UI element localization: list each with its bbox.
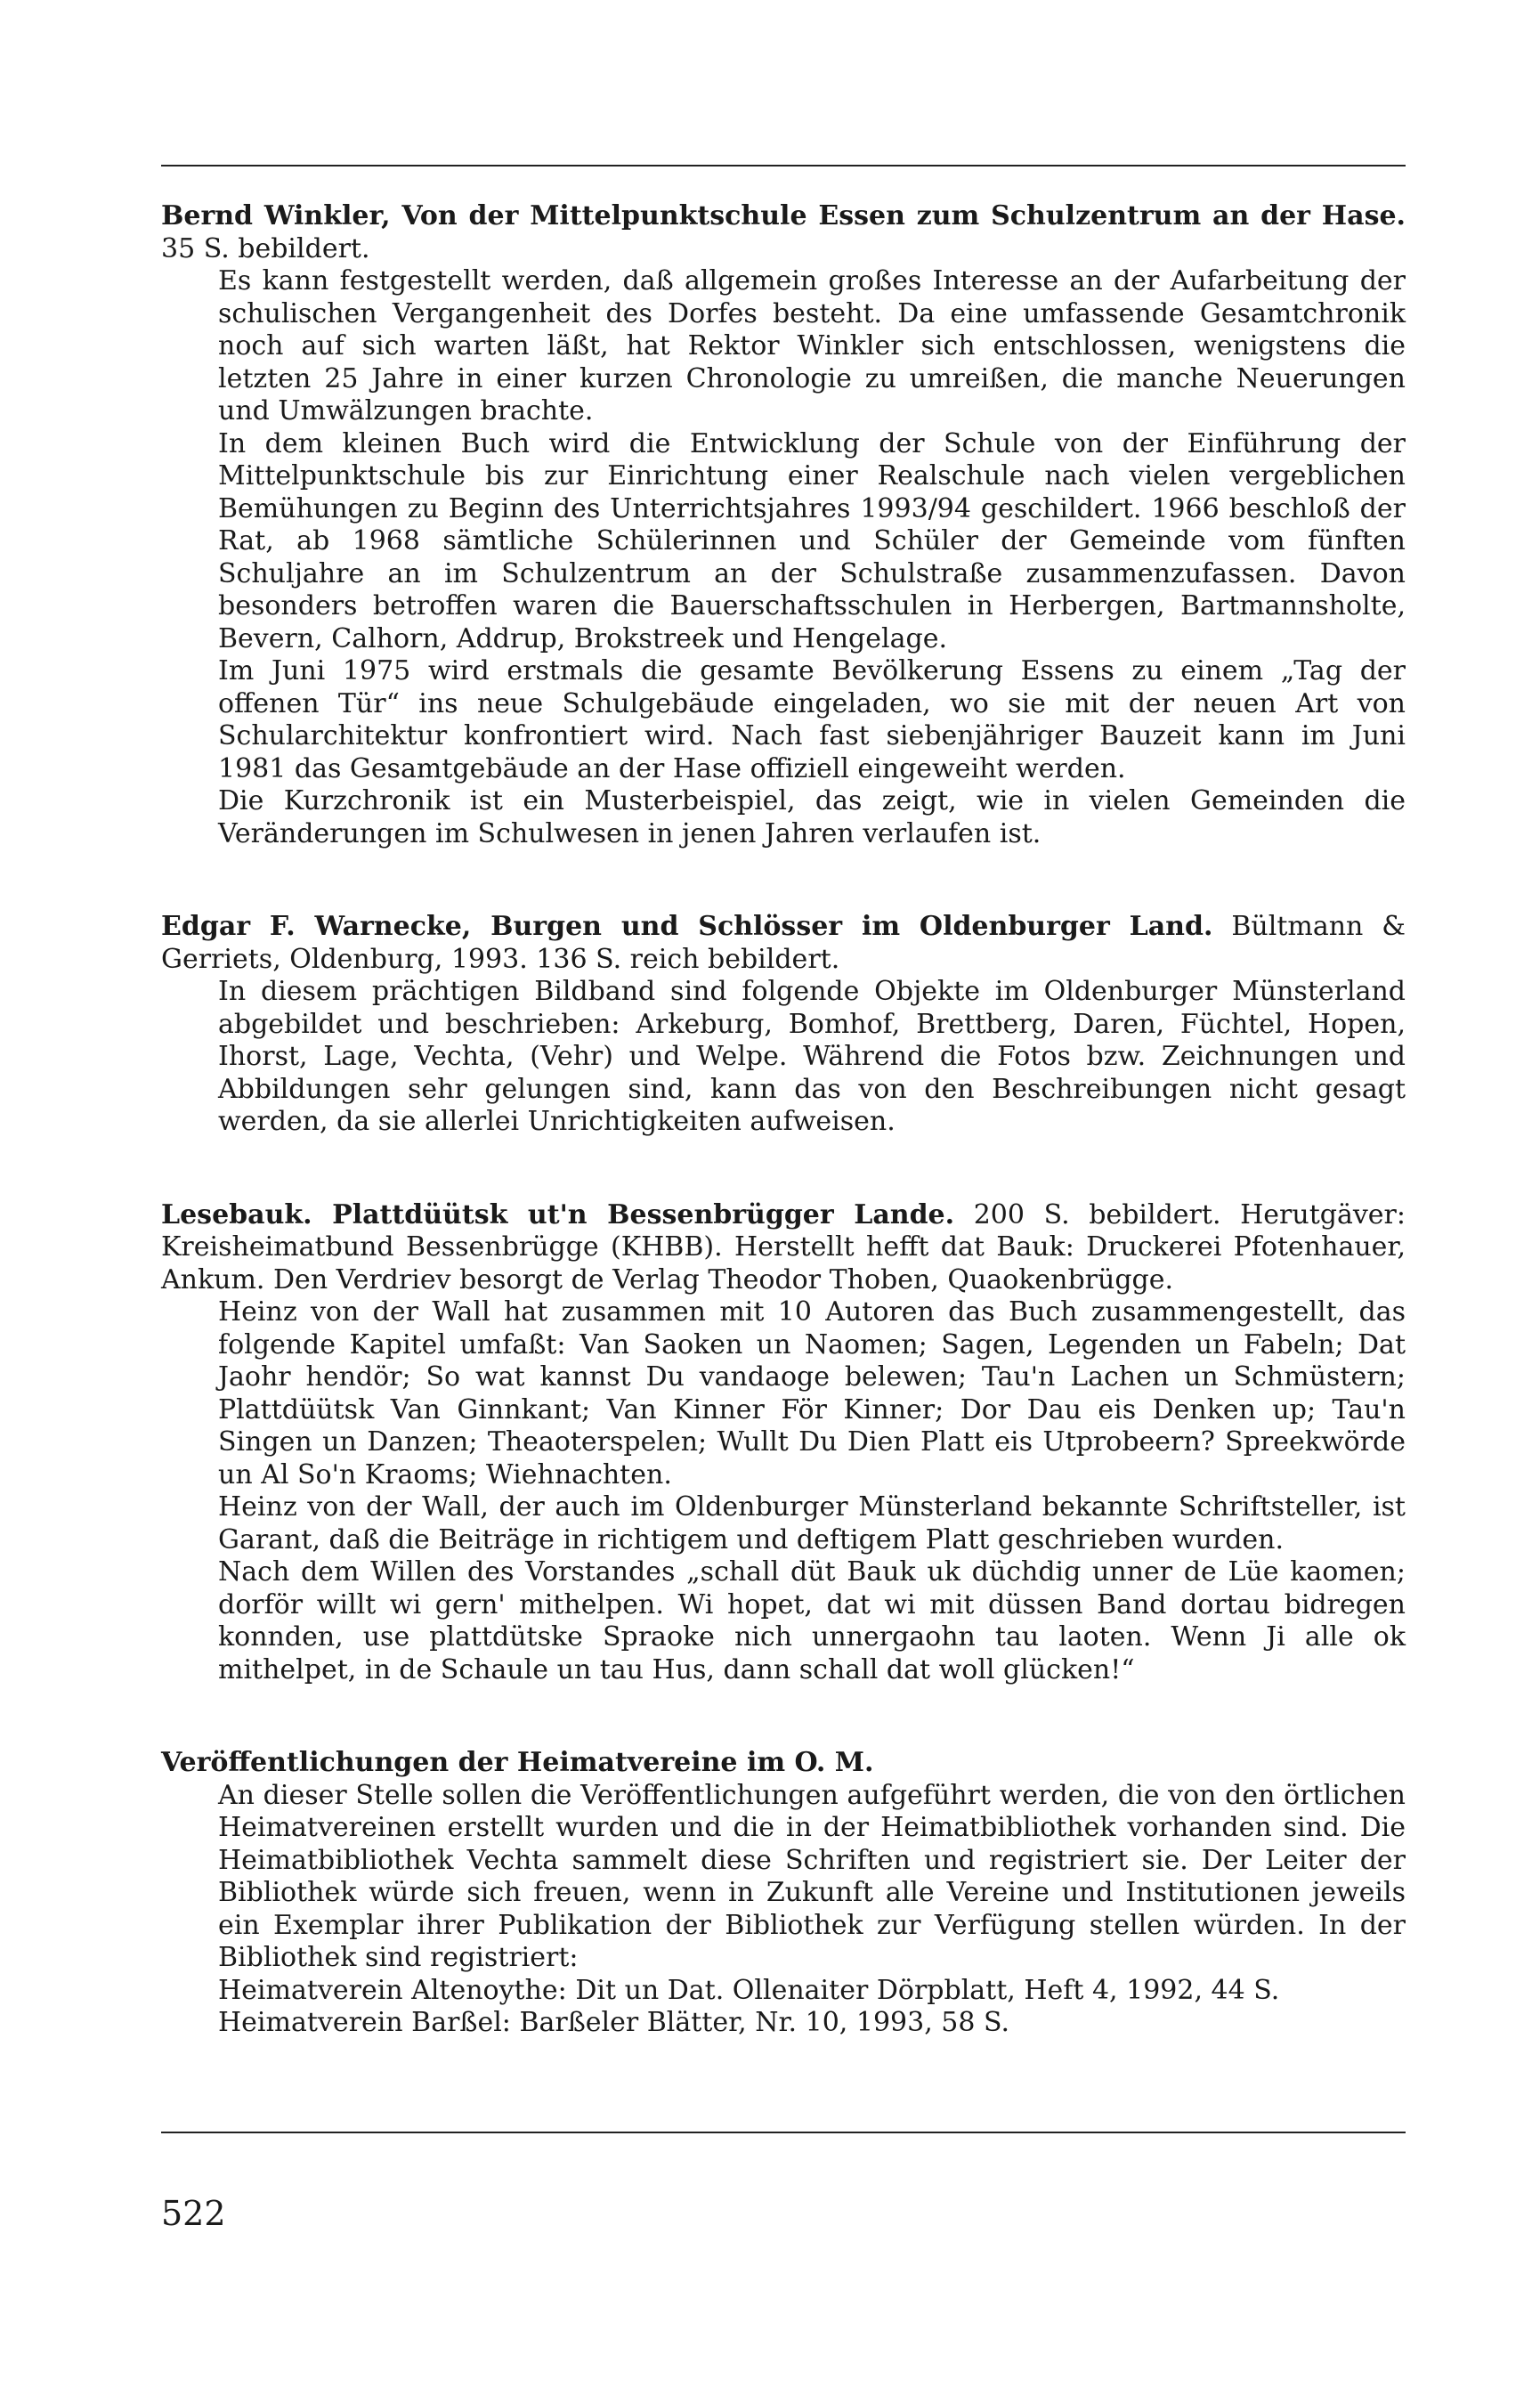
entry-paragraph: In diesem prächtigen Bildband sind folgende Objekte im Oldenburger Münsterland abgebildet und beschrieben: Arkeburg, Bomhof, Brettberg, Daren, Füchtel, Hopen, Ihorst, Lage, Vechta, (Vehr) und Welpe. Während die Fotos bzw. Zeichnungen und Abbildungen sehr gelungen sind, kann das von den Beschreibungen nicht gesagt werden, da sie allerlei Unrichtigkeiten aufweisen. <box>218 976 1406 1137</box>
entry-paragraph: Es kann festgestellt werden, daß allgemein großes Interesse an der Aufarbeitung der schulischen Vergangenheit des Dorfes besteht. Da eine umfassende Gesamtchronik noch auf sich warten läßt, hat Rektor Winkler sich entschlossen, wenigstens die letzten 25 Jahre in einer kurzen Chronologie zu umreißen, die manche Neuerungen und Umwälzungen brachte. <box>218 265 1406 426</box>
publications-list-entry <box>161 1747 1406 2040</box>
entry-heading <box>161 200 1406 265</box>
publication-item: Heimatverein Altenoythe: Dit un Dat. Ollenaiter Dörpblatt, Heft 4, 1992, 44 S. <box>218 1974 1280 2006</box>
entry-publication-info: 200 S. bebildert. Herutgäver: Kreisheimatbund Bessenbrügge (KHBB). Herstellt hefft dat Bauk: Druckerei Pfotenhauer, Ankum. Den Verdriev besorgt de Verlag Theodor Thoben, Quaokenbrügge. <box>161 1198 1406 1295</box>
entry-heading <box>161 911 1406 976</box>
entry-paragraph: Nach dem Willen des Vorstandes „schall düt Bauk uk düchdig unner de Lüe kaomen; dorför willt wi gern' mithelpen. Wi hopet, dat wi mit düssen Band dortau bidregen konnden, use plattdütske Spraoke nich unnergaohn tau laoten. Wenn Ji alle ok mithelpet, in de Schaule un tau Hus, dann schall dat woll glücken!“ <box>218 1556 1406 1685</box>
entry-paragraph: In dem kleinen Buch wird die Entwicklung der Schule von der Einführung der Mittelpunktschule bis zur Einrichtung einer Realschule nach vielen vergeblichen Bemühungen zu Beginn des Unterrichtsjahres 1993/94 geschildert. 1966 beschloß der Rat, ab 1968 sämtliche Schülerinnen und Schüler der Gemeinde vom fünften Schuljahre an im Schulzentrum an der Schulstraße zusammenzufassen. Davon besonders betroffen waren die Bauerschaftsschulen in Herbergen, Bartmannsholte, Bevern, Calhorn, Addrup, Brokstreek und Hengelage. <box>218 427 1406 654</box>
top-rule <box>161 165 1406 166</box>
entry-paragraph: Heinz von der Wall hat zusammen mit 10 Autoren das Buch zusammengestellt, das folgende Kapitel umfaßt: Van Saoken un Naomen; Sagen, Legenden un Fabeln; Dat Jaohr hendör; So wat kannst Du vandaoge belewen; Tau'n Lachen un Schmüstern; Plattdüütsk Van Ginnkant; Van Kinner För Kinner; Dor Dau eis Denken up; Tau'n Singen un Danzen; Theaoterspelen; Wullt Du Dien Platt eis Utprobeern? Spreekwörde un Al So'n Kraoms; Wiehnachten. <box>218 1296 1406 1490</box>
book-review-entry <box>161 200 1406 850</box>
publication-item: Heimatverein Barßel: Barßeler Blätter, Nr. 10, 1993, 58 S. <box>218 2007 1010 2038</box>
entry-title: Lesebauk. Plattdüütsk ut'n Bessenbrügger Lande. <box>161 1198 955 1230</box>
entry-heading <box>161 1199 1406 1297</box>
entry-paragraph: Die Kurzchronik ist ein Musterbeispiel, das zeigt, wie in vielen Gemeinden die Veränderungen im Schulwesen in jenen Jahren verlaufen ist. <box>218 785 1406 849</box>
book-review-entry <box>161 1199 1406 1687</box>
book-review-entry <box>161 911 1406 1139</box>
entry-paragraph: Heinz von der Wall, der auch im Oldenburger Münsterland bekannte Schriftsteller, ist Garant, daß die Beiträge in richtigem und deftigem Platt geschrieben wurden. <box>218 1491 1406 1555</box>
entry-title: Veröffentlichungen der Heimatvereine im O. M. <box>161 1747 874 1778</box>
entry-publication-info: Bültmann & Gerriets, Oldenburg, 1993. 136 S. reich bebildert. <box>161 911 1406 975</box>
entry-heading <box>161 1747 1406 1780</box>
bottom-rule <box>161 2132 1406 2133</box>
entry-title: Edgar F. Warnecke, Burgen und Schlösser im Oldenburger Land. <box>161 911 1213 942</box>
page-number: 522 <box>161 2194 226 2233</box>
entry-paragraph: Im Juni 1975 wird erstmals die gesamte Bevölkerung Essens zu einem „Tag der offenen Tür“ ins neue Schulgebäude eingeladen, wo sie mit der neuen Art von Schularchitektur konfrontiert wird. Nach fast siebenjähriger Bauzeit kann im Juni 1981 das Gesamtgebäude an der Hase offiziell eingeweiht werden. <box>218 655 1406 784</box>
page-content <box>161 200 1406 2040</box>
entry-paragraph: An dieser Stelle sollen die Veröffentlichungen aufgeführt werden, die von den örtlichen Heimatvereinen erstellt wurden und die in der Heimatbibliothek vorhanden sind. Die Heimatbibliothek Vechta sammelt diese Schriften und registriert sie. Der Leiter der Bibliothek würde sich freuen, wenn in Zukunft alle Vereine und Institutionen jeweils ein Exemplar ihrer Publikation der Bibliothek zur Verfügung stellen würden. In der Bibliothek sind registriert: <box>218 1779 1406 1973</box>
entry-title: Bernd Winkler, Von der Mittelpunktschule Essen zum Schulzentrum an der Hase. <box>161 200 1406 231</box>
entry-publication-info: 35 S. bebildert. <box>161 232 370 264</box>
